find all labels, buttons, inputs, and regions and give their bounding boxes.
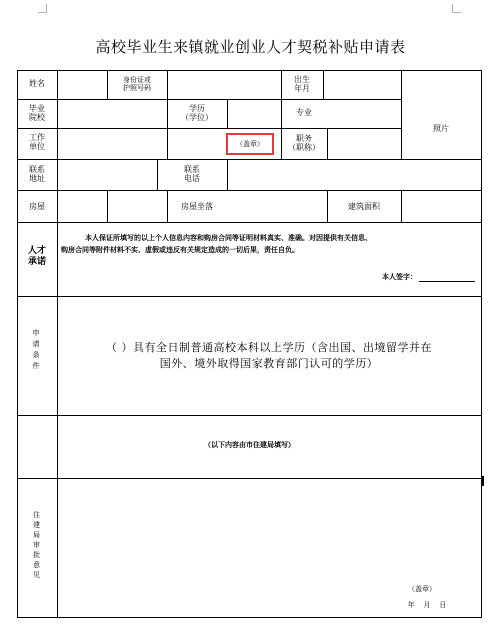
contact-phone-label: 联系 电话 <box>184 165 200 183</box>
major-label: 专业 <box>296 108 312 117</box>
photo-label: 照片 <box>433 124 449 133</box>
page-corner-mark-right <box>452 4 461 13</box>
position-label: 职务 （职称） <box>288 134 320 152</box>
pledge-text-line2: 购房合同等附件材料不实、虚假或违反有关规定造成的一切后果，责任自负。 <box>61 246 299 254</box>
application-form-table <box>17 70 482 618</box>
contact-address-label: 联系 地址 <box>29 165 45 183</box>
id-card-label: 身份证或 护照号码 <box>123 76 151 92</box>
signature-label: 本人签字： <box>382 273 417 281</box>
pledge-text-line1: 本人保证所填写的以上个人信息内容和购房合同等证明材料真实、准确。对因提供有关信息、 <box>85 234 372 242</box>
work-unit-seal-label: （盖章） <box>236 140 264 148</box>
form-title: 高校毕业生来镇就业创业人才契税补贴申请表 <box>95 38 406 56</box>
degree-label: 学历 （学位） <box>181 104 213 122</box>
table-border-left <box>17 70 18 618</box>
review-opinion-label: 住建局审批意见 <box>33 511 41 579</box>
review-date-label: 年 月 日 <box>407 601 447 609</box>
review-seal-label: （盖章） <box>408 585 436 593</box>
page-corner-mark-left <box>38 4 47 13</box>
conditions-line1: （ ）具有全日制普通高校本科以上学历（含出国、出境留学并在 <box>106 341 432 354</box>
pledge-label: 人才 承诺 <box>27 246 46 267</box>
graduate-school-label: 毕业 院校 <box>29 104 45 122</box>
name-label: 姓名 <box>29 79 45 88</box>
table-border-right <box>481 70 482 618</box>
conditions-line2: 国外、境外取得国家教育部门认可的学历） <box>159 357 379 370</box>
table-border-bottom <box>17 617 482 618</box>
signature-line[interactable] <box>419 281 475 282</box>
birth-date-label: 出生 年月 <box>294 75 310 93</box>
conditions-label: 申请条件 <box>32 329 42 370</box>
house-label: 房屋 <box>29 202 45 211</box>
work-unit-label: 工作 单位 <box>29 133 45 151</box>
page-edge-mark <box>482 476 484 486</box>
building-area-label: 建筑面积 <box>348 202 380 211</box>
table-border-top <box>17 70 482 71</box>
house-location-label: 房屋坐落 <box>181 202 213 211</box>
housing-bureau-note: （以下内容由市住建局填写） <box>204 441 295 449</box>
